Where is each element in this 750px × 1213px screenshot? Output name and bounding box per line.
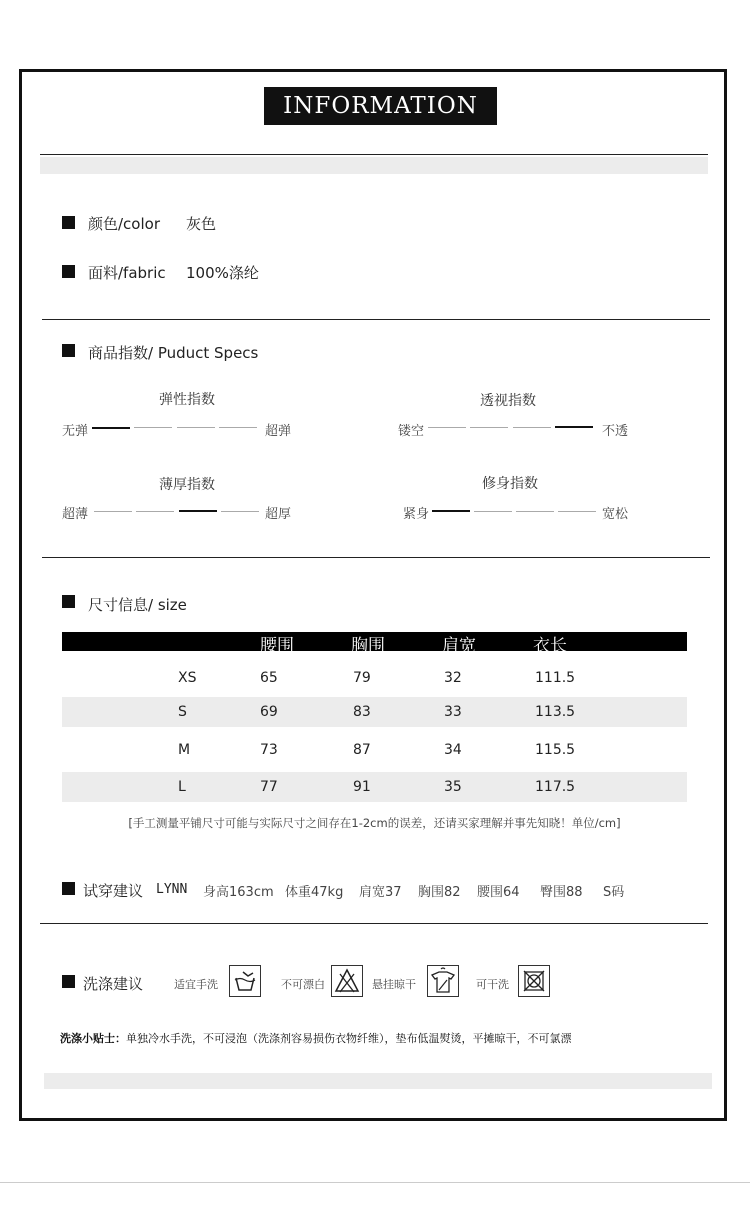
bullet-square [62,595,75,608]
scale-title: 透视指数 [480,393,536,409]
length-cell: 117.5 [535,779,576,795]
scale-segment [134,427,172,428]
scale-right-label: 超厚 [265,507,292,522]
waist-cell: 73 [260,742,278,758]
page-title: INFORMATION [264,87,497,125]
specs-heading: 商品指数/ Puduct Specs [88,344,259,362]
scale-title: 弹性指数 [159,392,215,408]
size-table-header [62,632,687,656]
wash-item-text: 悬挂晾干 [372,978,416,991]
chest-cell: 83 [353,704,371,720]
model-chest: 胸围82 [418,885,461,900]
size-heading: 尺寸信息/ size [88,596,187,614]
model-waist: 腰围64 [477,885,520,900]
scale-segment [474,511,512,512]
model-hip: 臀围88 [540,885,583,900]
chest-cell: 79 [353,670,371,686]
scale-segment [428,427,466,428]
grey-band [40,157,708,174]
wash-item-text: 适宜手洗 [174,978,218,991]
column-header: 衣长 [533,636,567,656]
scale-left-label: 镂空 [398,424,425,439]
model-size: S码 [603,885,625,900]
scale-segment-active [179,510,217,512]
scale-left-label: 无弹 [62,424,89,439]
tryon-label: 试穿建议 [83,882,144,900]
column-header: 胸围 [351,636,385,656]
column-header: 肩宽 [442,636,476,656]
color-value: 灰色 [186,215,217,233]
shoulder-cell: 33 [444,704,462,720]
waist-cell: 77 [260,779,278,795]
scale-left-label: 超薄 [62,507,89,522]
scale-title: 修身指数 [482,476,538,492]
scale-segment [470,427,508,428]
length-cell: 111.5 [535,670,576,686]
scale-segment-active [555,426,593,428]
tips-label: 洗涤小贴士： [60,1032,126,1045]
bullet-square [62,265,75,278]
length-cell: 115.5 [535,742,576,758]
shoulder-cell: 32 [444,670,462,686]
size-cell: XS [178,670,197,686]
scale-right-label: 不透 [602,424,629,439]
scale-segment [513,427,551,428]
fabric-value: 100%涤纶 [186,264,259,282]
wash-label: 洗涤建议 [83,975,144,993]
no-bleach-icon [331,965,363,997]
chest-cell: 91 [353,779,371,795]
scale-segment [516,511,554,512]
tips-text: 单独冷水手洗，不可浸泡（洗涤剂容易损伤衣物纤维），垫布低温熨烫，平摊晾干，不可氯漂 [126,1032,572,1045]
hand-wash-icon [229,965,261,997]
divider [42,557,710,558]
shoulder-cell: 34 [444,742,462,758]
scale-segment [136,511,174,512]
wash-item-text: 可干洗 [476,978,509,991]
scale-title: 薄厚指数 [159,477,215,493]
size-cell: M [178,742,191,758]
chest-cell: 87 [353,742,371,758]
scale-right-label: 超弹 [265,424,292,439]
model-weight: 体重47kg [285,885,344,900]
column-header: 腰围 [260,636,294,656]
scale-segment [219,427,257,428]
divider [40,923,708,924]
table-row [62,663,687,693]
scale-segment [94,511,132,512]
bullet-square [62,344,75,357]
fabric-label: 面料/fabric [88,264,166,282]
no-tumble-dry-icon [518,965,550,997]
color-label: 颜色/color [88,215,160,233]
shoulder-cell: 35 [444,779,462,795]
divider [40,154,708,155]
scale-segment [221,511,259,512]
waist-cell: 65 [260,670,278,686]
table-row [62,697,687,727]
wash-item-text: 不可漂白 [281,978,325,991]
hang-dry-icon [427,965,459,997]
size-cell: L [178,779,186,795]
waist-cell: 69 [260,704,278,720]
scale-segment-active [92,427,130,429]
table-row [62,772,687,802]
size-note: [手工测量平铺尺寸可能与实际尺寸之间存在1-2cm的误差，还请买家理解并事先知晓！单位/cm] [128,816,621,830]
divider [42,319,710,320]
scale-segment-active [432,510,470,512]
page-bottom-divider [0,1182,750,1183]
scale-segment [177,427,215,428]
scale-segment [558,511,596,512]
length-cell: 113.5 [535,704,576,720]
scale-left-label: 紧身 [403,507,430,522]
wash-tips [60,1030,572,1046]
model-height: 身高163cm [203,885,274,900]
bullet-square [62,216,75,229]
bullet-square [62,882,75,895]
model-name: LYNN [156,882,188,897]
scale-right-label: 宽松 [602,507,629,522]
size-cell: S [178,704,187,720]
bullet-square [62,975,75,988]
table-row [62,735,687,765]
model-shoulder: 肩宽37 [359,885,402,900]
grey-band [44,1073,712,1089]
